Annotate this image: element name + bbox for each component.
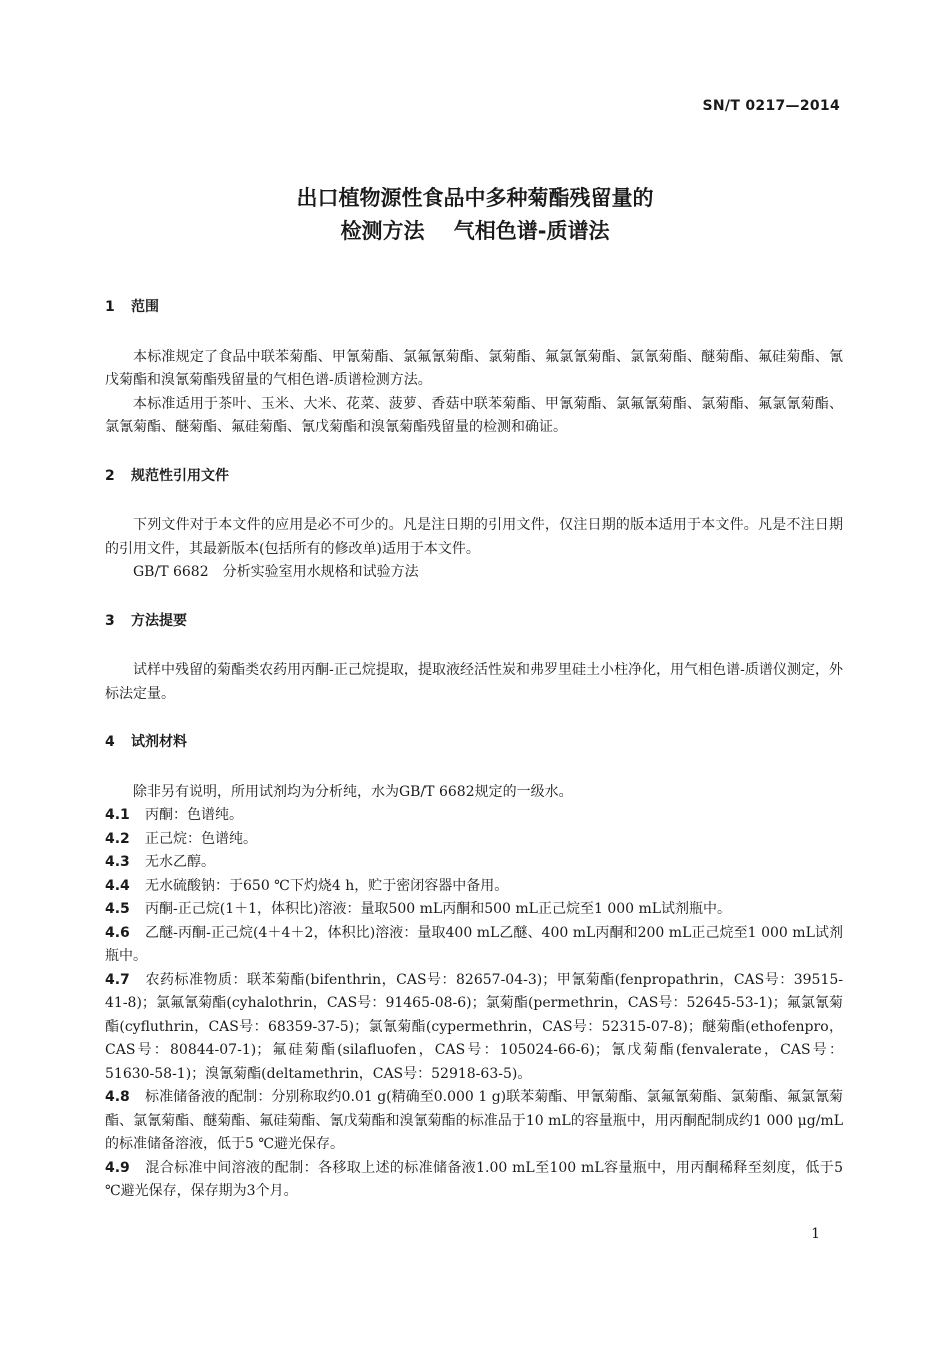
clause-text: 标准储备液的配制：分别称取约0.01 g(精确至0.000 1 g)联苯菊酯、甲氰菊酯、氯氟氰菊酯、氯菊酯、氟氯氰菊酯、氯氰菊酯、醚菊酯、氟硅菊酯、氰戊菊酯和溴氰菊酯的标准品于10 mL的容量瓶中，用丙酮配制成约1 000 μg/mL的标准储备溶液，低于5 ℃避光保存。 [105, 1089, 843, 1152]
document-title [0, 182, 950, 248]
clause-text: 农药标准物质：联苯菊酯(bifenthrin，CAS号：82657-04-3)；甲氰菊酯(fenpropathrin，CAS号：39515-41-8)；氯氟氰菊酯(cyhalothrin，CAS号：91465-08-6)；氯菊酯(permethrin，CAS号：52645-53-1)；氟氯氰菊酯(cyfluthrin，CAS号：68359-37-5)；氯氰菊酯(cypermethrin，CAS号：52315-07-8)；醚菊酯(ethofenpro，CAS号：80844-07-1)；氟硅菊酯(silafluofen，CAS号：105024-66-6)；氰戊菊酯(fenvalerate，CAS号：51630-58-1)；溴氰菊酯(deltamethrin，CAS号：52918-63-5)。 [105, 971, 843, 1082]
clause-4-1 [105, 804, 843, 828]
section-4-paragraph-1: 除非另有说明，所用试剂均为分析纯，水为GB/T 6682规定的一级水。 [133, 783, 573, 800]
clause-number: 4.5 [105, 901, 130, 917]
title-line-2: 检测方法 气相色谱-质谱法 [340, 219, 610, 243]
clause-text: 正己烷：色谱纯。 [145, 830, 257, 847]
clause-4-8 [105, 1086, 843, 1157]
standard-code: SN/T 0217—2014 [702, 98, 840, 114]
section-number: 4 [105, 734, 115, 750]
clause-number: 4.7 [105, 971, 130, 988]
title-line-1: 出口植物源性食品中多种菊酯残留量的 [296, 186, 654, 210]
section-number: 2 [105, 467, 115, 484]
clause-text: 无水乙醇。 [145, 854, 215, 870]
clause-text: 混合标准中间溶液的配制：各移取上述的标准储备液1.00 mL至100 mL容量瓶中，用丙酮稀释至刻度，低于5 ℃避光保存，保存期为3个月。 [105, 1159, 843, 1199]
clause-text: 乙醚-丙酮-正己烷(4＋4＋2，体积比)溶液：量取400 mL乙醚、400 mL丙酮和200 mL正己烷至1 000 mL试剂瓶中。 [105, 924, 843, 964]
clause-4-7 [105, 969, 843, 1087]
clause-number: 4.6 [105, 924, 130, 941]
clause-number: 4.1 [105, 807, 130, 823]
clause-number: 4.8 [105, 1089, 130, 1105]
section-1-paragraph-1: 本标准规定了食品中联苯菊酯、甲氰菊酯、氯氟氰菊酯、氯菊酯、氟氯氰菊酯、氯氰菊酯、醚菊酯、氟硅菊酯、氰戊菊酯和溴氰菊酯残留量的气相色谱-质谱检测方法。 [105, 348, 843, 388]
clause-4-4 [105, 875, 843, 899]
section-number: 3 [105, 612, 115, 629]
document-body [105, 296, 843, 1204]
clause-number: 4.3 [105, 854, 130, 870]
clause-text: 无水硫酸钠：于650 ℃下灼烧4 h，贮于密闭容器中备用。 [145, 877, 509, 894]
clause-4-3 [105, 851, 843, 875]
section-title: 方法提要 [131, 612, 187, 629]
normative-reference: GB/T 6682 分析实验室用水规格和试验方法 [133, 564, 419, 580]
clause-4-5 [105, 898, 843, 922]
clause-text: 丙酮-正己烷(1＋1，体积比)溶液：量取500 mL丙酮和500 mL正己烷至1 000 mL试剂瓶中。 [145, 901, 732, 917]
clause-4-2 [105, 828, 843, 852]
clause-number: 4.2 [105, 830, 130, 847]
section-number: 1 [105, 299, 115, 315]
section-1-heading [105, 296, 843, 320]
section-2-paragraph-1: 下列文件对于本文件的应用是必不可少的。凡是注日期的引用文件，仅注日期的版本适用于本文件。凡是不注日期的引用文件，其最新版本(包括所有的修改单)适用于本文件。 [105, 517, 843, 557]
section-1-paragraph-2: 本标准适用于茶叶、玉米、大米、花菜、菠萝、香菇中联苯菊酯、甲氰菊酯、氯氟氰菊酯、氯菊酯、氟氯氰菊酯、氯氰菊酯、醚菊酯、氟硅菊酯、氰戊菊酯和溴氰菊酯残留量的检测和确证。 [105, 395, 843, 435]
section-3-heading [105, 610, 843, 634]
clause-4-9 [105, 1157, 843, 1204]
section-title: 范围 [131, 299, 159, 315]
section-3-paragraph-1: 试样中残留的菊酯类农药用丙酮-正己烷提取，提取液经活性炭和弗罗里硅土小柱净化，用气相色谱-质谱仪测定，外标法定量。 [105, 662, 843, 702]
section-4-heading [105, 731, 843, 755]
clause-4-6 [105, 922, 843, 969]
clause-number: 4.4 [105, 877, 130, 894]
section-title: 规范性引用文件 [131, 467, 229, 484]
clause-text: 丙酮：色谱纯。 [145, 807, 243, 823]
section-title: 试剂材料 [131, 734, 187, 750]
page-number: 1 [811, 1226, 820, 1242]
section-2-heading [105, 465, 843, 489]
clause-number: 4.9 [105, 1159, 130, 1176]
